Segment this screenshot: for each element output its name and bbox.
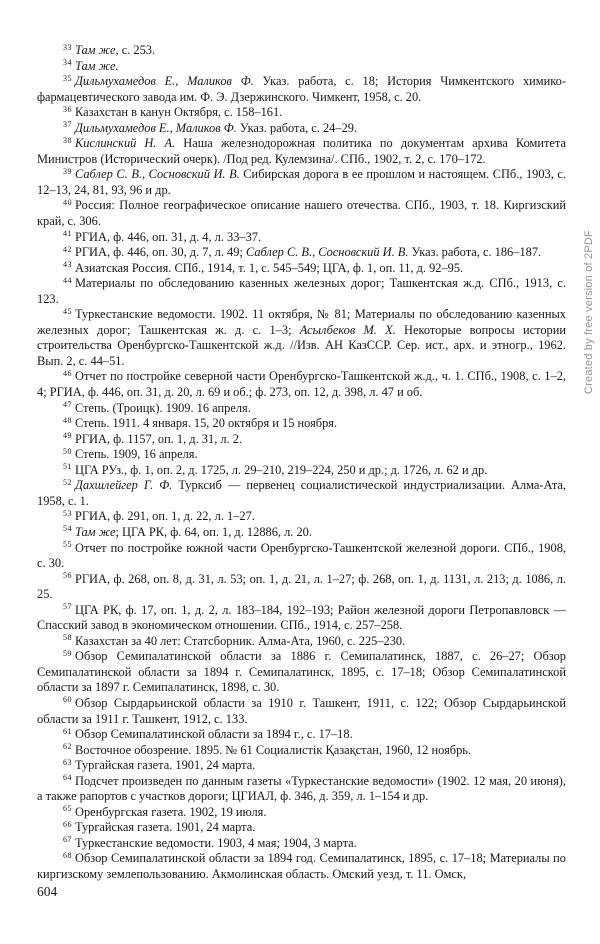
footnote-text: , с. 253. xyxy=(115,43,156,57)
footnote-68 xyxy=(37,851,566,882)
footnote-text: Некоторые вопросы истории строительства Оренбургско-Ташкентской ж.д. //Изв. АН КазССР. Сер. ист., арх. и этногр., 1962. Вып. 2, с. 44–51. xyxy=(37,322,566,368)
footnote-text: Дахшлейгер Г. Ф. xyxy=(75,478,173,493)
footnote-number: 66 xyxy=(63,819,72,829)
footnote-53 xyxy=(37,509,566,525)
footnote-text: Там же xyxy=(75,43,116,57)
footnote-45 xyxy=(37,307,566,369)
footnote-text: Обзор Сырдарьинской области за 1910 г. Ташкент, 1911, с. 122; Обзор Сырдарьинской области за 1911 г. Ташкент, 1912, с. 133. xyxy=(37,695,566,726)
footnote-47 xyxy=(37,401,566,417)
footnote-text: Казахстан в канун Октября, с. 158–161. xyxy=(75,105,283,120)
footnote-48 xyxy=(37,416,566,432)
footnote-number: 37 xyxy=(63,120,72,130)
footnote-59 xyxy=(37,649,566,696)
footnote-number: 65 xyxy=(63,804,72,814)
footnote-43 xyxy=(37,261,566,277)
footnote-number: 52 xyxy=(63,477,72,487)
footnote-65 xyxy=(37,805,566,821)
footnote-text: Туркестанские ведомости. 1902. 11 октября, № 81; Материалы по обследованию казенных железных дорог; Ташкентская ж. д. с. 1–3; xyxy=(37,307,566,337)
footnote-54 xyxy=(37,525,566,541)
footnote-55 xyxy=(37,541,566,572)
footnote-60 xyxy=(37,696,566,727)
footnote-39 xyxy=(37,167,566,198)
footnote-number: 50 xyxy=(63,446,72,456)
footnote-56 xyxy=(37,572,566,603)
footnote-38 xyxy=(37,136,566,167)
footnote-number: 51 xyxy=(63,462,72,472)
footnote-text: Казахстан за 40 лет: Статсборник. Алма-Ата, 1960, с. 225–230. xyxy=(75,633,406,648)
footnote-number: 40 xyxy=(63,197,72,207)
footnote-text: Отчет по постройке южной части Оренбургско-Ташкентской железной дороги. СПб., 1908, с. 30. xyxy=(37,540,566,571)
footnote-text: Отчет по постройке северной части Оренбургско-Ташкентской ж.д., ч. 1. СПб., 1908, с. 1–2, 4; РГИА, ф. 446, оп. 31, д. 20, л. 69 и об.; ф. 273, оп. 12, д. 398, л. 47 и об. xyxy=(37,369,566,400)
footnote-number: 47 xyxy=(63,400,72,410)
footnote-text: Кислинский Н. А. xyxy=(75,136,176,151)
footnote-42 xyxy=(37,245,566,261)
footnote-number: 39 xyxy=(63,166,72,176)
footnote-64 xyxy=(37,774,566,805)
footnote-text: Саблер С. В., Сосновский И. В. xyxy=(245,245,409,260)
footnote-36 xyxy=(37,105,566,121)
footnote-35 xyxy=(37,74,566,105)
footnote-33 xyxy=(37,43,566,59)
footnote-number: 59 xyxy=(63,648,72,658)
footnote-text: Указ. работа, с. 18; История Чимкентского химико-фармацевтического завода им. Ф. Э. Дзержинского. Чимкент, 1958, с. 20. xyxy=(37,74,566,104)
footnote-number: 61 xyxy=(63,726,72,736)
footnote-57 xyxy=(37,603,566,634)
footnote-44 xyxy=(37,276,566,307)
footnote-text: Тургайская газета. 1901, 24 марта. xyxy=(75,758,256,773)
footnote-number: 48 xyxy=(63,415,72,425)
footnote-text: Дильмухамедов Е., Маликов Ф. xyxy=(75,120,237,135)
footnote-text: Восточное обозрение. 1895. № 61 Социалистік Қазақстан, 1960, 12 ноябрь. xyxy=(75,742,472,757)
footnote-number: 55 xyxy=(63,540,72,549)
footnote-number: 34 xyxy=(63,58,72,68)
footnote-number: 49 xyxy=(63,431,72,441)
footnote-text: Дильмухамедов Е., Маликов Ф. xyxy=(75,74,254,89)
footnote-number: 36 xyxy=(63,104,72,114)
footnotes-list xyxy=(37,43,566,883)
footnote-number: 38 xyxy=(63,135,72,145)
footnote-text: Асылбеков М. Х. xyxy=(299,322,396,337)
footnote-51 xyxy=(37,463,566,479)
footnote-number: 64 xyxy=(63,773,72,783)
footnote-text: РГИА, ф. 291, оп. 1, д. 22, л. 1–27. xyxy=(75,509,255,524)
footnote-text: Степь. (Троицк). 1909. 16 апреля. xyxy=(75,400,251,415)
footnote-number: 42 xyxy=(63,244,72,254)
footnote-text: Степь. 1909, 16 апреля. xyxy=(75,447,198,462)
footnote-number: 44 xyxy=(63,275,72,285)
footnote-52 xyxy=(37,478,566,509)
footnote-text: Туркестанские ведомости. 1903, 4 мая; 1904, 3 марта. xyxy=(75,835,357,850)
footnote-40 xyxy=(37,198,566,229)
footnote-number: 33 xyxy=(63,42,72,52)
footnote-text: РГИА, ф. 268, оп. 8, д. 31, л. 53; оп. 1, д. 21, л. 1–27; ф. 268, оп. 1, д. 1131, л. 213; д. 1086, л. 25. xyxy=(37,571,566,602)
footnote-text: Там же xyxy=(75,524,116,539)
footnote-number: 41 xyxy=(63,229,72,239)
footnote-number: 53 xyxy=(63,508,72,518)
footnote-46 xyxy=(37,369,566,400)
footnote-number: 46 xyxy=(63,368,72,378)
footnote-37 xyxy=(37,121,566,137)
footnote-66 xyxy=(37,820,566,836)
footnote-text: Указ. работа, с. 24–29. xyxy=(236,120,358,135)
footnote-62 xyxy=(37,743,566,759)
footnote-50 xyxy=(37,447,566,463)
footnote-49 xyxy=(37,432,566,448)
footnote-text: Наша железнодорожная политика по документам архива Комитета Министров (Исторический очерк). /Под ред. Кулемзина/. СПб., 1902, т. 2, с. 170–172. xyxy=(37,136,566,166)
footnote-34 xyxy=(37,59,566,75)
footnote-text: Азиатская Россия. СПб., 1914, т. 1, с. 545–549; ЦГА, ф. 1, оп. 11, д. 92–95. xyxy=(75,260,464,275)
footnote-text: ЦГА РУз., ф. 1, оп. 2, д. 1725, л. 29–210, 219–224, 250 и др.; д. 1726, л. 62 и др. xyxy=(75,462,488,477)
footnote-number: 57 xyxy=(63,602,72,612)
footnote-text: Подсчет произведен по данным газеты «Туркестанские ведомости» (1902. 12 мая, 20 июня), а также рапортов с участков дороги; ЦГИАЛ, ф. 346, д. 359, л. 1–154 и др. xyxy=(37,773,566,804)
footnote-text: Указ. работа, с. 186–187. xyxy=(408,245,542,260)
footnote-text: Обзор Семипалатинской области за 1894 г., с. 17–18. xyxy=(75,727,353,742)
footnote-text: Обзор Семипалатинской области за 1886 г. Семипалатинск, 1887, с. 26–27; Обзор Семипалатинской области за 1894 г. Семипалатинск, 1895, с. 17–18; Обзор Семипалатинской области за 1897 г. Семипалатинск, 1898, с. 30. xyxy=(37,649,566,695)
footnote-text: Там же. xyxy=(75,58,119,73)
footnote-number: 45 xyxy=(63,306,72,316)
footnote-text: Материалы по обследованию казенных железных дорог; Ташкентская ж.д. СПб., 1913, с. 123. xyxy=(37,276,566,306)
footnote-58 xyxy=(37,634,566,650)
watermark-2pdf-label: Created by free version of 2PDF xyxy=(583,230,595,394)
footnote-number: 54 xyxy=(63,524,72,534)
footnote-text: ЦГА РК, ф. 17, оп. 1, д. 2, л. 183–184, 192–193; Район железной дороги Петропавловск — Спасский завод в экономическом отношении. СПб., 1914, с. 257–258. xyxy=(37,602,566,633)
footnote-number: 58 xyxy=(63,633,72,643)
footnote-text: Оренбургская газета. 1902, 19 июля. xyxy=(75,804,267,819)
footnote-text: РГИА, ф. 446, оп. 30, д. 7, л. 49; xyxy=(75,245,246,260)
footnote-text: Тургайская газета. 1901, 24 марта. xyxy=(75,820,256,835)
footnote-number: 60 xyxy=(63,695,72,705)
footnote-number: 35 xyxy=(63,73,72,83)
footnote-number: 63 xyxy=(63,757,72,767)
footnote-text: Сибирская дорога в ее прошлом и настоящем. СПб., 1903, с. 12–13, 24, 81, 93, 96 и др. xyxy=(37,167,566,197)
footnote-61 xyxy=(37,727,566,743)
footnote-number: 68 xyxy=(63,850,72,860)
footnote-text: Саблер С. В., Сосновский И. В. xyxy=(75,167,240,182)
footnote-text: Турксиб — первенец социалистической индустриализации. Алма-Ата, 1958, с. 1. xyxy=(37,478,566,508)
footnote-67 xyxy=(37,836,566,852)
footnote-text: ; ЦГА РК, ф. 64, оп. 1, д. 12886, л. 20. xyxy=(115,524,312,539)
footnote-number: 56 xyxy=(63,571,72,581)
footnote-number: 67 xyxy=(63,835,72,845)
footnote-63 xyxy=(37,758,566,774)
footnote-text: РГИА, ф. 1157, оп. 1, д. 31, л. 2. xyxy=(75,431,243,446)
footnote-number: 43 xyxy=(63,260,72,270)
footnote-text: Степь. 1911. 4 января. 15, 20 октября и 15 ноября. xyxy=(75,416,338,431)
footnote-text: Обзор Семипалатинской области за 1894 год. Семипалатинск, 1895, с. 17–18; Материалы по киргизскому землепользованию. Акмолинская область. Омский уезд, т. 11. Омск, xyxy=(37,851,566,881)
footnote-41 xyxy=(37,230,566,246)
footnote-number: 62 xyxy=(63,742,72,752)
page-number: 604 xyxy=(37,884,58,899)
footnote-text: РГИА, ф. 446, оп. 31, д. 4, л. 33–37. xyxy=(75,229,262,244)
footnote-text: Россия: Полное географическое описание нашего отечества. СПб., 1903, т. 18. Киргизский край, с. 306. xyxy=(37,198,566,229)
